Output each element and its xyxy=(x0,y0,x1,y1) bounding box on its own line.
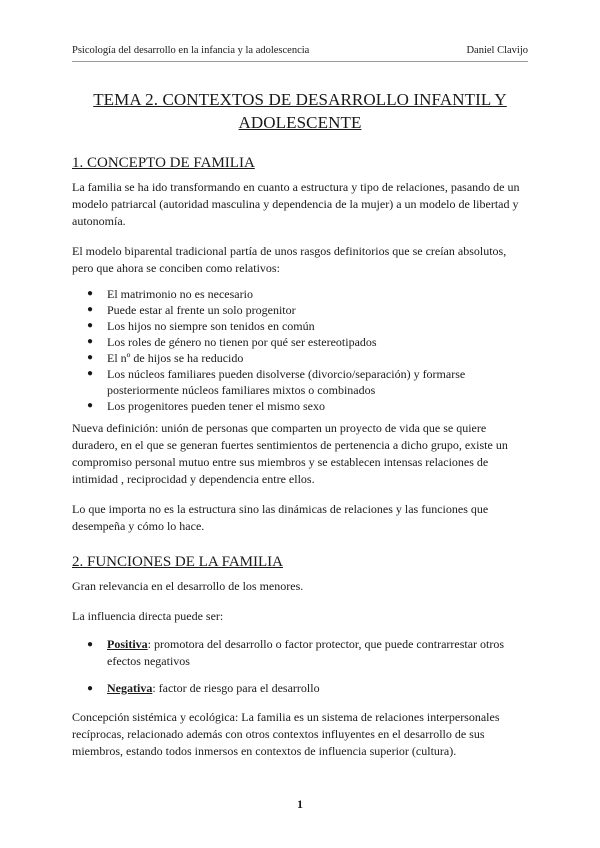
list-item: ● Los roles de género no tienen por qué ser estereotipados xyxy=(87,335,377,349)
bullet-icon: ● xyxy=(87,400,94,411)
paragraph: Nueva definición: unión de personas que comparten un proyecto de vida que se quiere duradero, en el que se generan fuertes sentimientos de pertenencia a dicho grupo, existe un compromiso personal mutuo entre sus miembros y se establecen intensas relaciones de intimidad , reciprocidad y dependencia entre ellos. xyxy=(72,421,508,486)
list-item: ● El matrimonio no es necesario xyxy=(87,287,253,301)
list-item: ● Negativa: factor de riesgo para el desarrollo xyxy=(87,681,320,695)
influence-list xyxy=(72,636,528,697)
influence-term: Negativa xyxy=(107,681,153,695)
paragraph: La influencia directa puede ser: xyxy=(72,609,224,623)
bullet-icon: ● xyxy=(87,683,94,694)
page-number: 1 xyxy=(297,797,303,811)
paragraph: El modelo biparental tradicional partía de unos rasgos definitorios que se creían absolutos, pero que ahora se conciben como relativos: xyxy=(72,244,507,275)
relative-traits-list xyxy=(72,286,528,414)
header-divider xyxy=(72,61,528,62)
list-item: ● Los progenitores pueden tener el mismo sexo xyxy=(87,399,325,413)
list-item: ● Positiva: promotora del desarrollo o factor protector, que puede contrarrestar otros efectos negativos xyxy=(87,637,505,668)
paragraph: La familia se ha ido transformando en cuanto a estructura y tipo de relaciones, pasando de un modelo patriarcal (autoridad masculina y dependencia de la mujer) a un modelo de libertad y autonomía. xyxy=(72,180,520,228)
section-1-heading: 1. CONCEPTO DE FAMILIA xyxy=(72,155,255,171)
page-header xyxy=(72,38,528,56)
bullet-icon: ● xyxy=(87,368,94,379)
document-title: TEMA 2. CONTEXTOS DE DESARROLLO INFANTIL Y ADOLESCENTE xyxy=(93,90,507,132)
list-item: ● Puede estar al frente un solo progenitor xyxy=(87,303,296,317)
list-item: ● El nº de hijos se ha reducido xyxy=(87,351,244,365)
bullet-icon: ● xyxy=(87,304,94,315)
paragraph: Concepción sistémica y ecológica: La familia es un sistema de relaciones interpersonales recíprocas, relacionado además con otros contextos influyentes en el desarrollo de sus miembros, estando todos inmersos en contextos de influencia superior (cultura). xyxy=(72,710,500,758)
bullet-icon: ● xyxy=(87,320,94,331)
document-body xyxy=(72,88,528,773)
bullet-icon: ● xyxy=(87,639,94,650)
header-course-title: Psicología del desarrollo en la infancia y la adolescencia xyxy=(72,45,310,56)
paragraph: Gran relevancia en el desarrollo de los menores. xyxy=(72,579,304,593)
header-author: Daniel Clavijo xyxy=(466,45,528,56)
influence-term: Positiva xyxy=(107,637,148,651)
bullet-icon: ● xyxy=(87,352,94,363)
section-2-heading: 2. FUNCIONES DE LA FAMILIA xyxy=(72,554,283,570)
bullet-icon: ● xyxy=(87,288,94,299)
list-item: ● Los núcleos familiares pueden disolverse (divorcio/separación) y formarse posteriormente núcleos familiares mixtos o combinados xyxy=(87,367,466,397)
bullet-icon: ● xyxy=(87,336,94,347)
list-item: ● Los hijos no siempre son tenidos en común xyxy=(87,319,315,333)
paragraph: Lo que importa no es la estructura sino las dinámicas de relaciones y las funciones que desempeña y cómo lo hace. xyxy=(72,502,489,533)
